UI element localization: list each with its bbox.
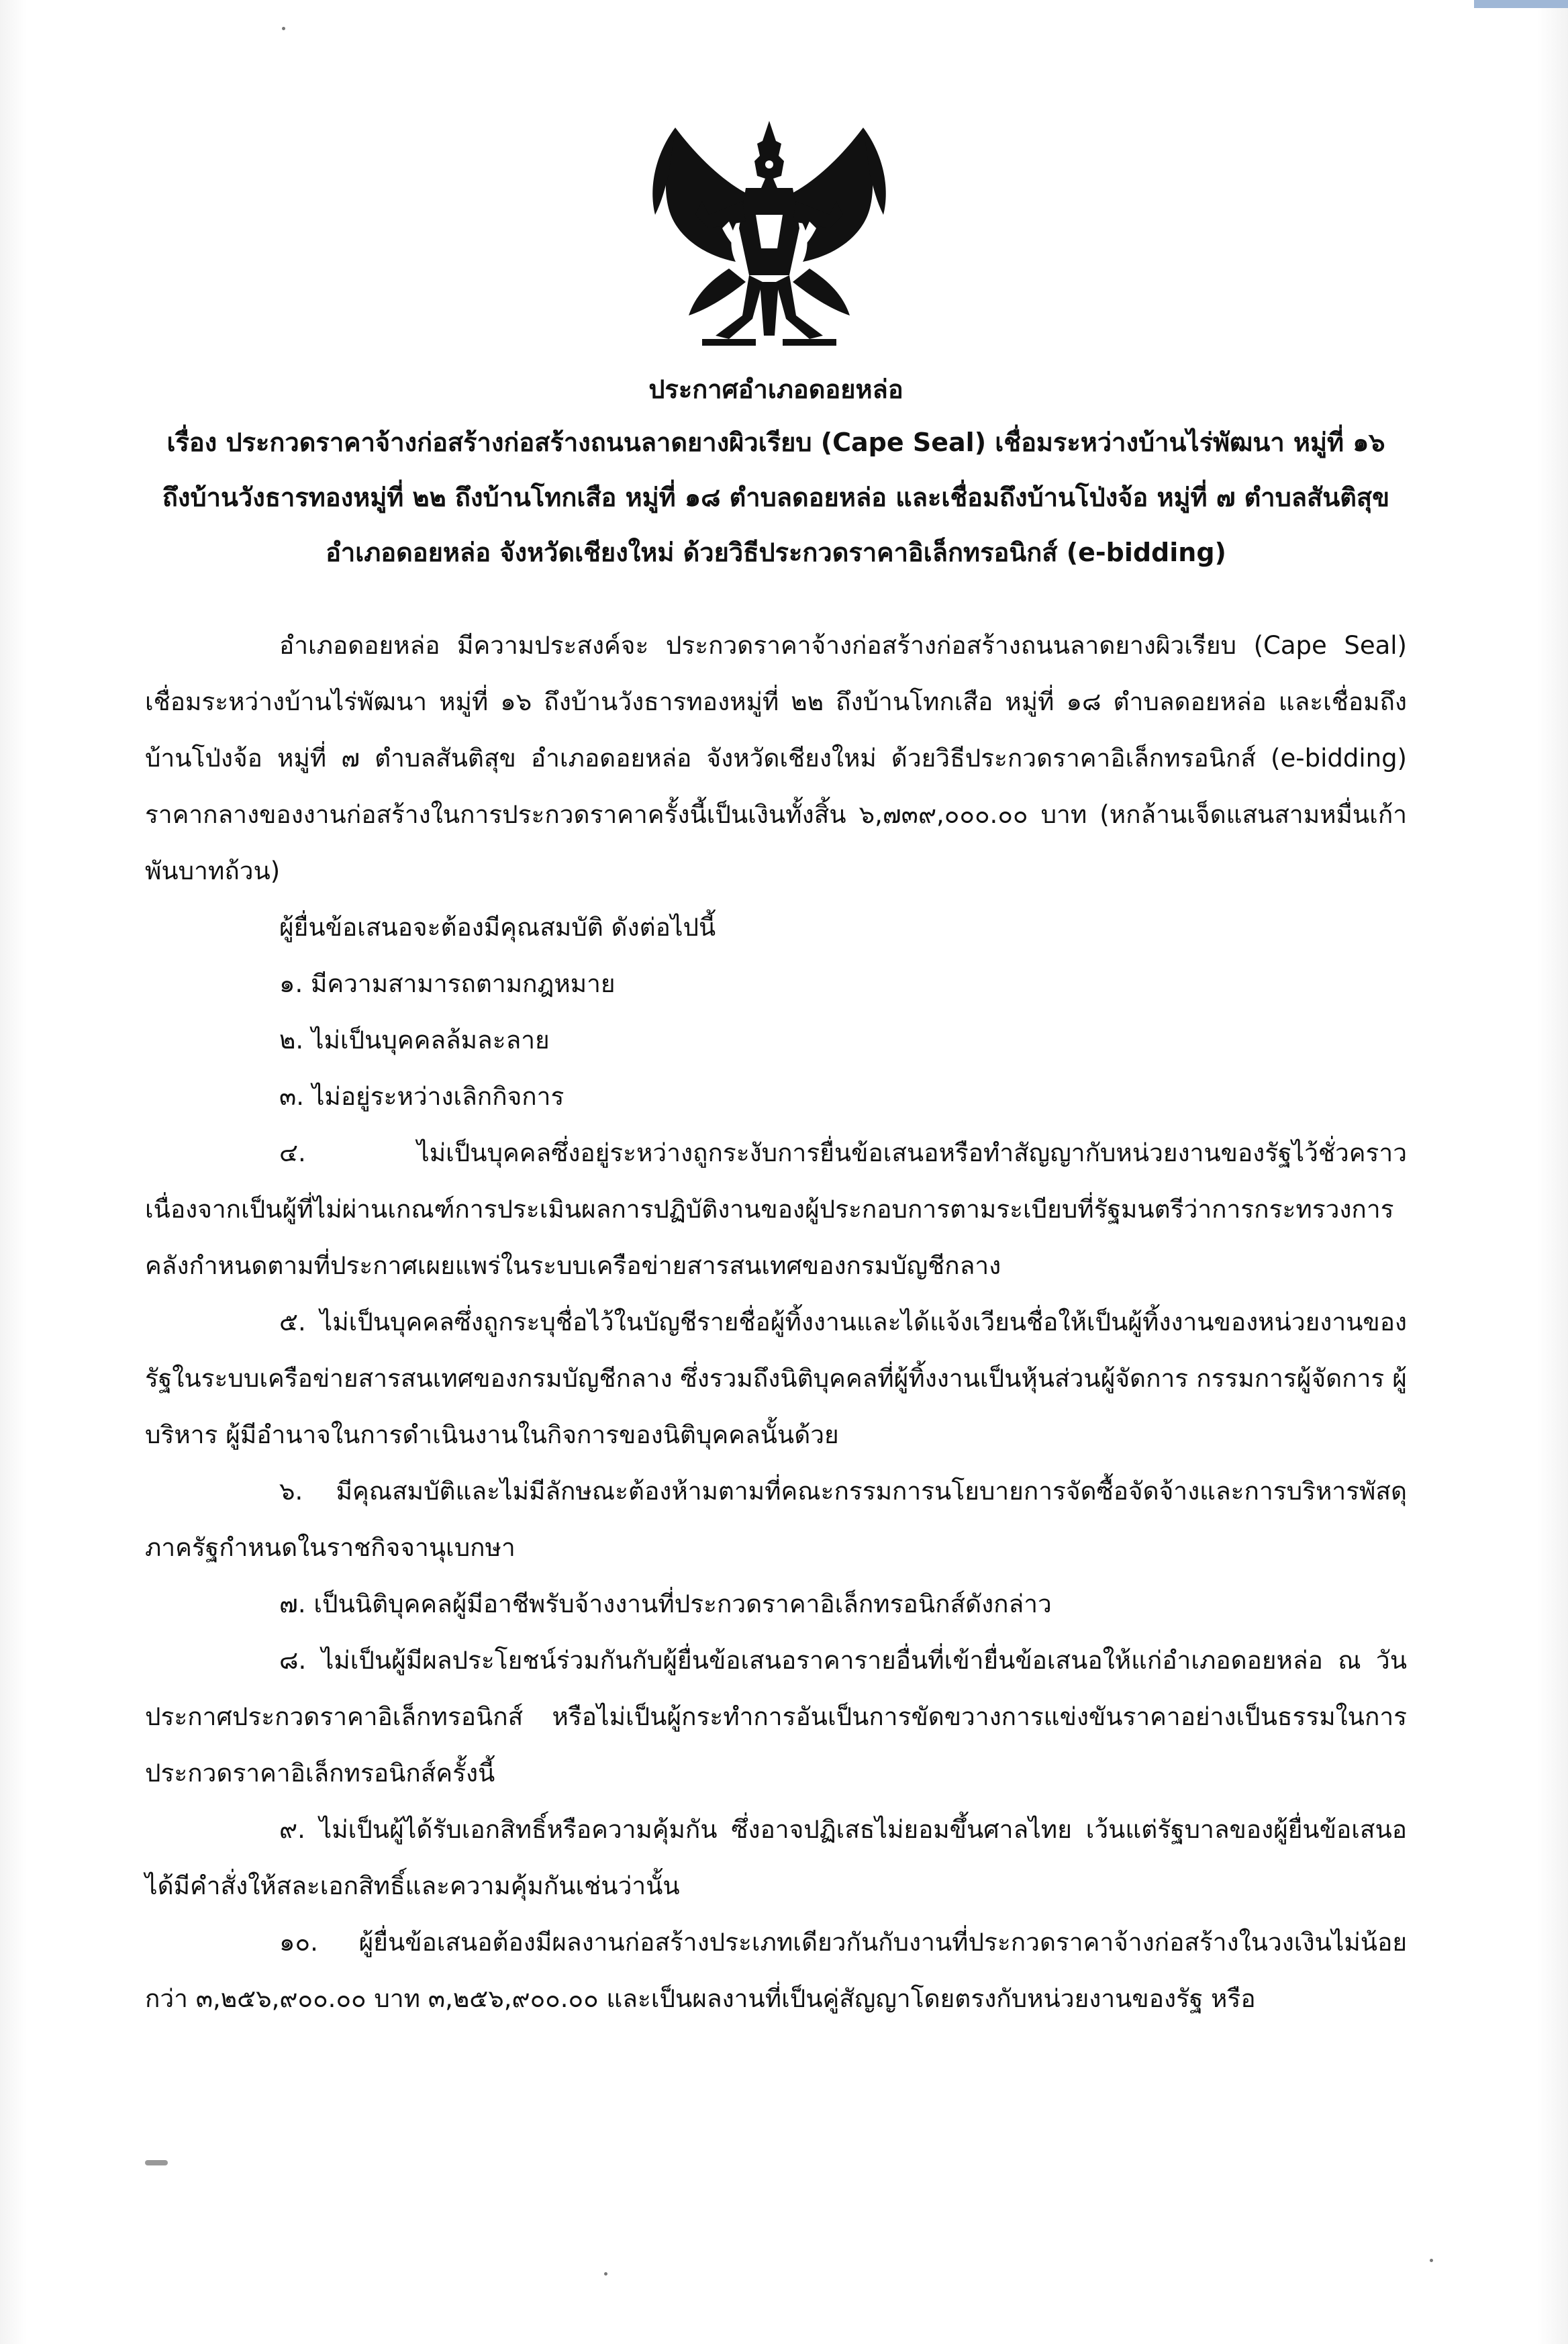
qualification-item: ๕. ไม่เป็นบุคคลซึ่งถูกระบุชื่อไว้ในบัญชีรายชื่อผู้ทิ้งงานและได้แจ้งเวียนชื่อให้เป็นผู้ทิ้งงานของหน่วยงานของรัฐในระบบเครือข่ายสารสนเทศของกรมบัญชีกลาง ซึ่งรวมถึงนิติบุคคลที่ผู้ทิ้งงานเป็นหุ้นส่วนผู้จัดการ กรรมการผู้จัดการ ผู้บริหาร ผู้มีอำนาจในการดำเนินงานในกิจการของนิติบุคคลนั้นด้วย xyxy=(145,1308,1407,1449)
qualification-item: ๑. มีความสามารถตามกฎหมาย xyxy=(279,969,616,998)
qualification-item: ๗. เป็นนิติบุคคลผู้มีอาชีพรับจ้างงานที่ประกวดราคาอิเล็กทรอนิกส์ดังกล่าว xyxy=(279,1590,1052,1618)
announcement-title: ประกาศอำเภอดอยหล่อ xyxy=(648,375,903,404)
qualification-item: ๙. ไม่เป็นผู้ได้รับเอกสิทธิ์หรือความคุ้มกัน ซึ่งอาจปฏิเสธไม่ยอมขึ้นศาลไทย เว้นแต่รัฐบาลของผู้ยื่นข้อเสนอได้มีคำสั่งให้สละเอกสิทธิ์และความคุ้มกันเช่นว่านั้น xyxy=(145,1815,1407,1900)
qualification-item: ๘. ไม่เป็นผู้มีผลประโยชน์ร่วมกันกับผู้ยื่นข้อเสนอราคารายอื่นที่เข้ายื่นข้อเสนอให้แก่อำเภอดอยหล่อ ณ วันประกาศประกวดราคาอิเล็กทรอนิกส์ หรือไม่เป็นผู้กระทำการอันเป็นการขัดขวางการแข่งขันราคาอย่างเป็นธรรมในการประกวดราคาอิเล็กทรอนิกส์ครั้งนี้ xyxy=(145,1646,1407,1788)
scan-artifact xyxy=(145,2160,168,2165)
garuda-emblem-icon xyxy=(628,114,910,362)
qualification-item: ๒. ไม่เป็นบุคคลล้มละลาย xyxy=(279,1026,550,1055)
qualification-item: ๓. ไม่อยู่ระหว่างเลิกกิจการ xyxy=(279,1082,565,1111)
qualification-item: ๑๐. ผู้ยื่นข้อเสนอต้องมีผลงานก่อสร้างประเภทเดียวกันกับงานที่ประกวดราคาจ้างก่อสร้างในวงเงินไม่น้อยกว่า ๓,๒๕๖,๙๐๐.๐๐ บาท ๓,๒๕๖,๙๐๐.๐๐ และเป็นผลงานที่เป็นคู่สัญญาโดยตรงกับหน่วยงานของรัฐ หรือ xyxy=(145,1928,1407,2013)
announcement-subject: เรื่อง ประกวดราคาจ้างก่อสร้างก่อสร้างถนนลาดยางผิวเรียบ (Cape Seal) เชื่อมระหว่างบ้านไร่พัฒนา หมู่ที่ ๑๖ ถึงบ้านวังธารทองหมู่ที่ ๒๒ ถึงบ้านโทกเสือ หมู่ที่ ๑๘ ตำบลดอยหล่อ และเชื่อมถึงบ้านโป่งจ้อ หมู่ที่ ๗ ตำบลสันติสุข อำเภอดอยหล่อ จังหวัดเชียงใหม่ ด้วยวิธีประกวดราคาอิเล็กทรอนิกส์ (e-bidding) xyxy=(162,428,1390,567)
announcement-header xyxy=(145,369,1407,580)
scan-artifact xyxy=(604,2272,607,2276)
qualification-item: ๔. ไม่เป็นบุคคลซึ่งอยู่ระหว่างถูกระงับการยื่นข้อเสนอหรือทำสัญญากับหน่วยงานของรัฐไว้ชั่วคราว เนื่องจากเป็นผู้ที่ไม่ผ่านเกณฑ์การประเมินผลการปฏิบัติงานของผู้ประกอบการตามระเบียบที่รัฐมนตรีว่าการกระทรวงการคลังกำหนดตามที่ประกาศเผยแพร่ในระบบเครือข่ายสารสนเทศของกรมบัญชีกลาง xyxy=(145,1138,1407,1280)
scan-edge-mark xyxy=(1474,0,1568,8)
scan-artifact xyxy=(1430,2259,1433,2262)
scan-artifact xyxy=(282,27,285,30)
qualification-item: ๖. มีคุณสมบัติและไม่มีลักษณะต้องห้ามตามที่คณะกรรมการนโยบายการจัดซื้อจัดจ้างและการบริหารพัสดุภาครัฐกำหนดในราชกิจจานุเบกษา xyxy=(145,1477,1407,1562)
qualifications-heading: ผู้ยื่นข้อเสนอจะต้องมีคุณสมบัติ ดังต่อไปนี้ xyxy=(279,913,716,942)
announcement-body xyxy=(145,618,1407,2027)
intro-paragraph: อำเภอดอยหล่อ มีความประสงค์จะ ประกวดราคาจ้างก่อสร้างก่อสร้างถนนลาดยางผิวเรียบ (Cape Seal) เชื่อมระหว่างบ้านไร่พัฒนา หมู่ที่ ๑๖ ถึงบ้านวังธารทองหมู่ที่ ๒๒ ถึงบ้านโทกเสือ หมู่ที่ ๑๘ ตำบลดอยหล่อ และเชื่อมถึงบ้านโป่งจ้อ หมู่ที่ ๗ ตำบลสันติสุข อำเภอดอยหล่อ จังหวัดเชียงใหม่ ด้วยวิธีประกวดราคาอิเล็กทรอนิกส์ (e-bidding) ราคากลางของงานก่อสร้างในการประกวดราคาครั้งนี้เป็นเงินทั้งสิ้น ๖,๗๓๙,๐๐๐.๐๐ บาท (หกล้านเจ็ดแสนสามหมื่นเก้าพันบาทถ้วน) xyxy=(145,631,1407,885)
